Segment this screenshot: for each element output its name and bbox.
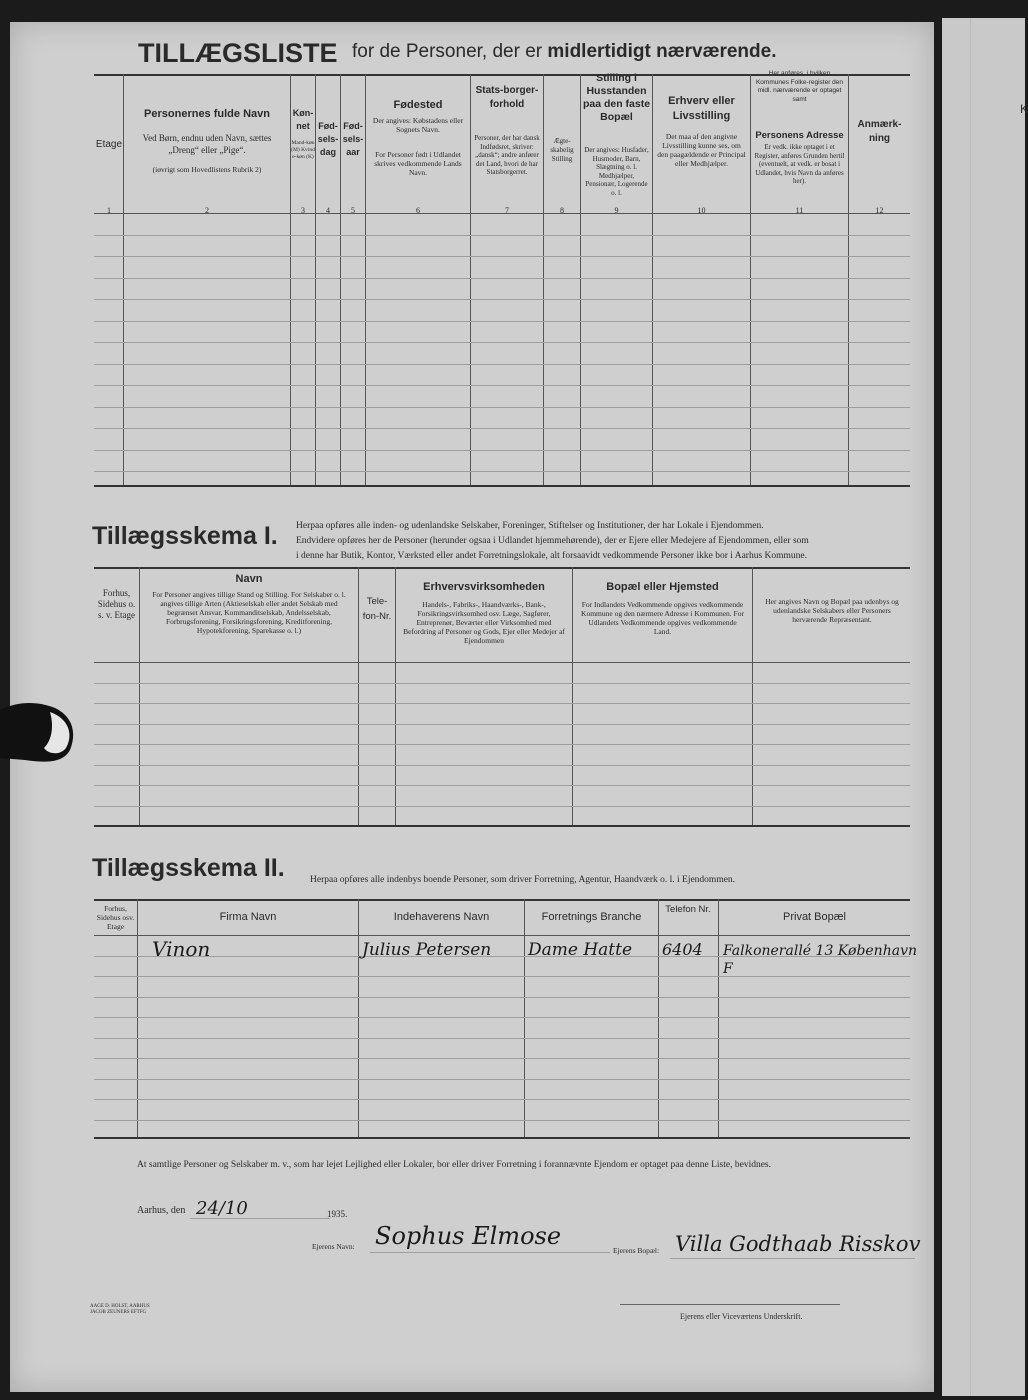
- ruled-line: [94, 407, 910, 408]
- col-household-note: Der angives: Husfader, Husmoder, Barn, Slægtning o. l. Medhjælper, Pensionær, Logerende o. l.: [584, 146, 649, 197]
- ruled-line: [94, 471, 910, 472]
- schema1-col-navn-note: For Personer angives tillige Stand og Stilling. For Selskaber o. l. angives tillige Arten (Aktieselskab eller andet Selskab med begrænset Ansvar, Kommanditselskab, Andelsselskab, Forbrugsforening, Forsikringsforening, Kreditforening, Hypotekforening, Sparekasse o. l.): [152, 590, 346, 635]
- col-marital-note: Ægte-skabelig Stilling: [550, 137, 574, 163]
- ruled-line: [94, 299, 910, 300]
- ruled-line: [94, 1079, 910, 1080]
- owner-line: [370, 1252, 610, 1253]
- ruled-line: [94, 806, 910, 807]
- footer-year: 1935.: [327, 1209, 348, 1219]
- col-name-header: Personernes fulde Navn: [144, 108, 270, 120]
- main-col-divider: [580, 74, 581, 485]
- owner-label: Ejerens Navn:: [312, 1242, 355, 1251]
- schema1-desc-line: Endvidere opføres her de Personer (herunder ogsaa i Udlandet hjemmehørende), der er Ejere eller Medejere af Ejendommen, eller som: [296, 536, 809, 546]
- printer-imprint: AAGE D. HOLST, AARHUS JACOB ZEUNERS EFTFG: [90, 1304, 150, 1315]
- ruled-line: [94, 1038, 910, 1039]
- col-address-note: Er vedk. ikke optaget i et Register, anføres Grunden hertil (eventuelt, at vedk. er bosat i Udlandet, hvis Navn da anføres her).: [754, 143, 845, 185]
- entry-indehaver: Julius Petersen: [362, 940, 492, 960]
- col-number: 2: [205, 206, 209, 215]
- ruled-line: [94, 450, 910, 451]
- schema2-title: Tillægsskema II.: [92, 854, 285, 882]
- form-title-main: TILLÆGSLISTE: [138, 38, 338, 68]
- schema2-col-branche: Forretnings Branche: [541, 911, 642, 923]
- certify-text: At samtlige Personer og Selskaber m. v., som har lejet Lejlighed eller Lokaler, bor eller driver Forretning i forannævnte Ejendom er optaget paa denne Liste, bevidnes.: [137, 1160, 771, 1170]
- footer-date: 24/10: [196, 1198, 248, 1219]
- col-remarks-header: Anmærk-ning: [857, 119, 902, 144]
- main-col-divider: [365, 74, 366, 485]
- ruled-line: [94, 278, 910, 279]
- col-number: 4: [326, 206, 330, 215]
- bopael-label: Ejerens Bopæl:: [613, 1246, 660, 1255]
- schema2-col-divider: [658, 899, 659, 1137]
- ruled-line: [94, 785, 910, 786]
- col-address-header: Personens Adresse: [755, 130, 844, 141]
- schema2-col-divider: [718, 899, 719, 1137]
- form-title-rest-b: midlertidigt nærværende.: [547, 41, 777, 62]
- schema2-col-divider: [524, 899, 525, 1137]
- ruled-line: [94, 321, 910, 322]
- schema2-col-indehaver: Indehaverens Navn: [393, 911, 490, 923]
- col-name-note: Ved Børn, endnu uden Navn, sættes „Dreng“ eller „Pige“.: [142, 133, 272, 155]
- col-number: 12: [875, 206, 884, 215]
- schema1-description: [296, 519, 916, 564]
- schema1-title: Tillægsskema I.: [92, 522, 278, 550]
- bopael-line: [670, 1258, 915, 1259]
- schema1-table-top: [94, 567, 910, 569]
- schema1-col-bopael-note: For Indlandets Vedkommende opgives vedkommende Kommune og den nærmere Adresse i Kommunen. For Udlandets Vedkommende opgives vedkommende Land.: [581, 600, 744, 636]
- main-col-divider: [470, 74, 471, 485]
- schema2-header-bottom: [94, 935, 910, 936]
- schema1-col-erhverv-header: Erhvervsvirksomheden: [423, 581, 545, 593]
- col-birthday-header: Fød-sels-dag: [317, 121, 339, 157]
- entry-bopael: Falkonerallé 13 København F: [723, 943, 917, 977]
- entry-telefon: 6404: [662, 940, 703, 959]
- entry-branche: Dame Hatte: [528, 940, 633, 960]
- ruled-line: [94, 703, 910, 704]
- schema1-col-divider: [752, 567, 753, 825]
- col-number: 7: [505, 206, 509, 215]
- col-address-pre: Her anføres, i hvilken Kommunes Folke-register den midl. nærværende er optaget samt: [755, 70, 844, 103]
- signature-label: Ejerens eller Viceværtens Underskrift.: [680, 1312, 803, 1321]
- ruled-line: [94, 1058, 910, 1059]
- signature-line: [620, 1304, 840, 1305]
- schema1-col-bopael-header: Bopæl eller Hjemsted: [606, 581, 719, 593]
- schema1-col-divider: [139, 567, 140, 825]
- census-form-page: [10, 22, 934, 1392]
- schema1-col-etage: Forhus, Sidehus o. s. v. Etage: [97, 588, 136, 620]
- schema2-table-bottom: [94, 1137, 910, 1139]
- col-birthplace-note2: For Personer født i Udlandet skrives vedkommende Lands Navn.: [374, 150, 462, 177]
- ruled-line: [94, 683, 910, 684]
- ruled-line: [94, 364, 910, 365]
- main-col-divider: [123, 74, 124, 485]
- ruled-line: [94, 256, 910, 257]
- ruled-line: [94, 342, 910, 343]
- schema1-col-divider: [395, 567, 396, 825]
- schema2-description: Herpaa opføres alle indenbys boende Personer, som driver Forretning, Agentur, Haandværk o. l. i Ejendommen.: [310, 875, 736, 885]
- col-citizenship-note: Personer, der har dansk Indfødsret, skriver: „dansk“; andre anfører det Land, hvori de har Statsborgerret.: [474, 134, 540, 176]
- col-number: 5: [351, 206, 355, 215]
- col-number: 8: [560, 206, 564, 215]
- col-birthyear-header: Fød-sels-aar: [342, 121, 364, 157]
- footer-place: Aarhus, den: [137, 1205, 186, 1216]
- schema1-col-divider: [572, 567, 573, 825]
- schema2-col-firma: Firma Navn: [219, 911, 277, 923]
- col-gender-header: Køn-net: [292, 108, 314, 131]
- schema1-col-erhverv-note: Handels-, Fabriks-, Haandværks-, Bank-, Forsikringsvirksomhed osv. Læge, Sagfører, Entreprenør, Beværter eller Virksomhed med Befordring af Personer og Gods, Ejer eller Medejer af Ejendommen: [403, 600, 565, 645]
- col-citizenship-header: Stats-borger-forhold: [475, 85, 539, 110]
- form-title: [138, 38, 338, 69]
- main-col-divider: [543, 74, 544, 485]
- ruled-line: [94, 385, 910, 386]
- schema2-col-divider: [137, 899, 138, 1137]
- col-birthplace-header: Fødested: [393, 99, 443, 111]
- schema1-header-bottom: [94, 662, 910, 663]
- adjacent-page: [942, 18, 1028, 1396]
- schema2-col-divider: [358, 899, 359, 1137]
- schema2-col-etage: Forhus, Sidehus osv. Etage: [96, 904, 135, 931]
- owner-address-signature: Villa Godthaab Risskov: [675, 1232, 921, 1256]
- schema1-desc-line: i denne har Butik, Kontor, Værksted eller andet Forretningslokale, alt forsaavidt vedkommende Personer ikke bor i Aarhus Kommune.: [296, 551, 808, 561]
- owner-signature: Sophus Elmose: [375, 1222, 562, 1250]
- col-etage-header: Etage: [95, 139, 123, 150]
- col-number: 1: [107, 206, 111, 215]
- ruled-line: [94, 1099, 910, 1100]
- page-fold: [970, 18, 971, 1396]
- schema1-table-bottom: [94, 825, 910, 827]
- main-col-divider: [652, 74, 653, 485]
- ruled-line: [94, 997, 910, 998]
- col-occupation-note: Det maa af den angivne Livsstilling kunne ses, om den paagældende er Principal eller Medhjælper.: [657, 132, 746, 168]
- schema2-col-bopael: Privat Bopæl: [783, 911, 846, 923]
- col-number: 9: [614, 206, 619, 215]
- schema1-col-navn-header: Navn: [235, 573, 263, 585]
- schema1-col-telefon: Tele-fon-Nr.: [362, 596, 392, 622]
- schema1-col-repr-note: Her angives Navn og Bopæl paa udenbys og udenlandske Selskabers eller Personers herværende Repræsentant.: [765, 597, 899, 624]
- binder-clip: [0, 690, 100, 790]
- ruled-line: [94, 235, 910, 236]
- ruled-line: [94, 744, 910, 745]
- schema2-table-top: [94, 899, 910, 901]
- schema1-desc-line: Herpaa opføres alle inden- og udenlandske Selskaber, Foreninger, Stiftelser og Institutioner, der har Lokale i Ejendommen.: [296, 521, 764, 531]
- col-gender-note: Mand-køn (M) Kvinde-køn (K): [291, 140, 315, 160]
- adjacent-page-mark: K: [1020, 102, 1028, 116]
- col-household-header: Stilling i Husstanden paa den faste Bopæl: [582, 72, 651, 123]
- ruled-line: [94, 765, 910, 766]
- form-title-rest: [352, 41, 777, 63]
- entry-firma: Vinon: [152, 937, 211, 961]
- main-col-divider: [290, 74, 291, 485]
- ruled-line: [94, 724, 910, 725]
- col-number: 10: [697, 206, 706, 215]
- col-name-note2: (iøvrigt som Hovedlistens Rubrik 2): [152, 165, 262, 174]
- col-occupation-header: Erhverv eller Livsstilling: [668, 95, 735, 122]
- ruled-line: [94, 1120, 910, 1121]
- col-number: 6: [416, 206, 420, 215]
- col-number: 11: [795, 206, 804, 215]
- ruled-line: [94, 428, 910, 429]
- main-table-bottom: [94, 485, 910, 487]
- ruled-line: [94, 1017, 910, 1018]
- col-number: 3: [301, 206, 305, 215]
- schema2-col-telefon: Telefon Nr.: [665, 904, 711, 915]
- col-birthplace-note: Der angives: Købstadens eller Sognets Navn.: [372, 116, 464, 134]
- form-title-rest-a: for de Personer, der er: [352, 41, 543, 62]
